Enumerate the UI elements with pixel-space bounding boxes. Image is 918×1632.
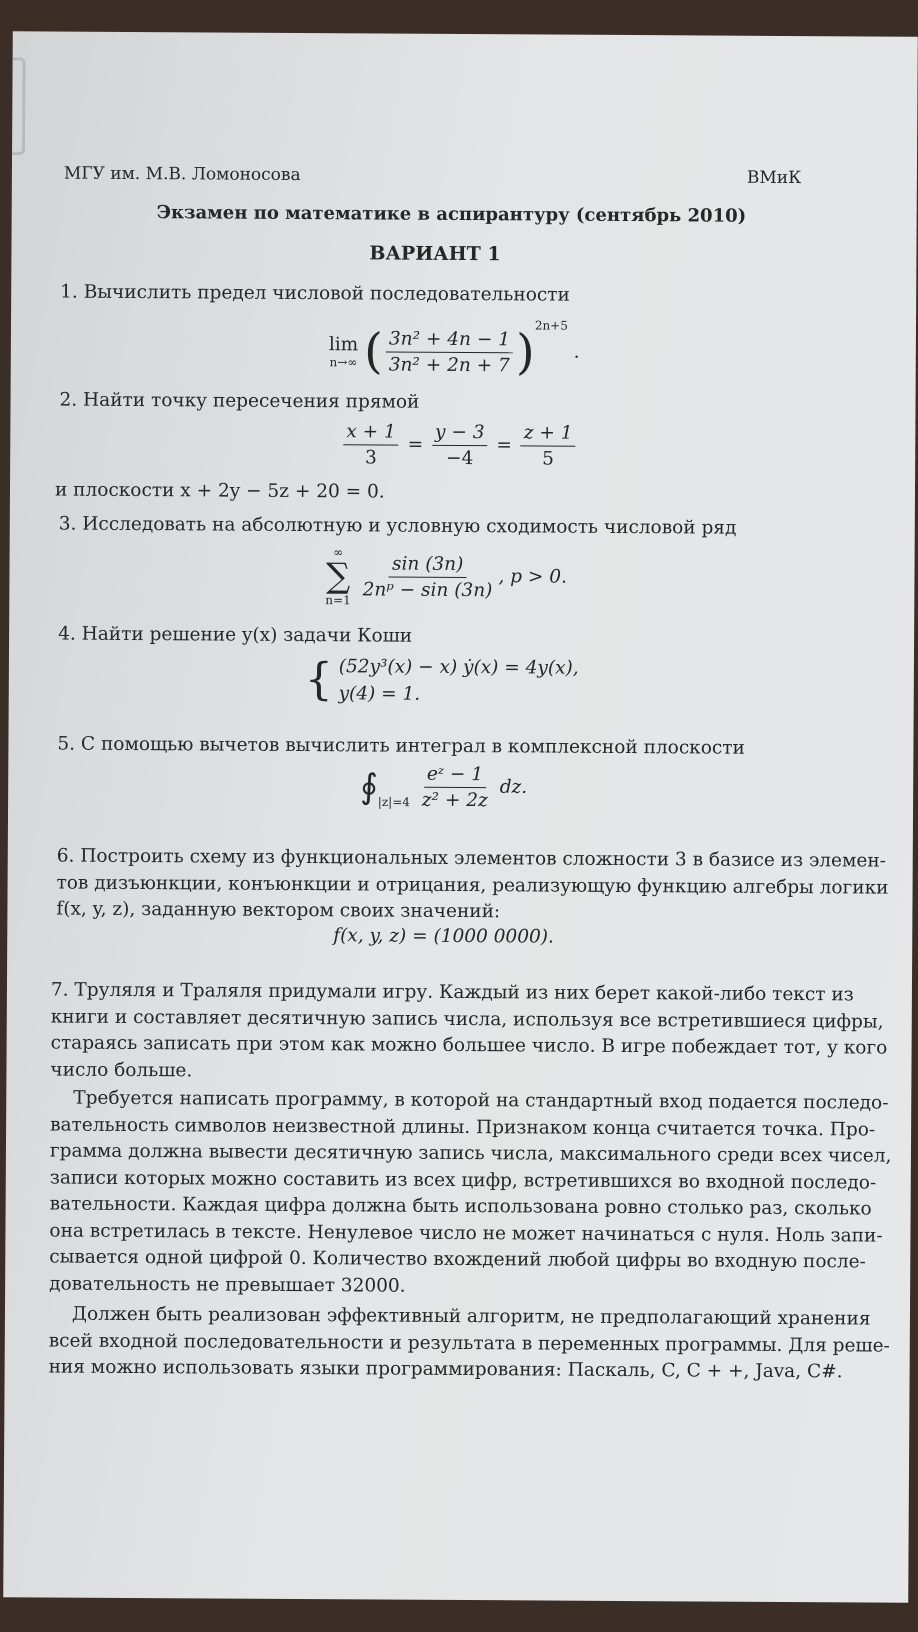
line-num-3: z + 1 [521, 422, 576, 446]
formula-cauchy [305, 653, 579, 709]
problem-6-line-3: f(x, y, z), заданную вектором своих значений: [56, 898, 501, 923]
problem-6-line-1: 6. Построить схему из функциональных элементов сложности 3 в базисе из элемен- [56, 845, 887, 872]
exam-title: Экзамен по математике в аспирантуру (сентябрь 2010) [156, 202, 747, 227]
p7-line: Должен быть реализован эффективный алгоритм, не предполагающий хранения [71, 1303, 871, 1330]
cauchy-condition: y(4) = 1. [338, 683, 421, 705]
problem-7-paragraph-2 [49, 1085, 892, 1302]
p7-line: Требуется написать программу, в которой на стандартный вход подается последо- [73, 1087, 889, 1114]
formula-line: $\frac{x + 1}{3}$ = $\frac{y - 3}{-4}$ = $\frac{z + 1}{5}$ [340, 421, 579, 469]
integral-numerator: eᶻ − 1 [424, 764, 486, 788]
system-brace: { [304, 654, 333, 706]
formula-limit: lim n→∞ ( $\frac{\text{3n² + 4n − 1}}{\text{3n² + 2n + 7}}$ )$^{2n+5}$ . [328, 318, 580, 381]
problem-2-plane: и плоскости x + 2y − 5z + 20 = 0. [54, 479, 385, 503]
p7-line: записи которых можно составить из всех цифр, встретившихся во входной последо- [49, 1166, 877, 1194]
exam-sheet [3, 31, 918, 1602]
faculty-name: ВМиК [746, 167, 802, 189]
integral-differential: dz. [499, 776, 528, 798]
p7-line: вательности. Каждая цифра должна быть использована ровно столько раз, сколько [49, 1193, 872, 1220]
p7-line: стараясь записать при этом как можно большее число. В игре побеждает тот, у кого [50, 1032, 888, 1059]
cauchy-equation: (52y³(x) − x) ẏ(x) = 4y(x), [338, 656, 579, 679]
line-num-2: y − 3 [432, 422, 488, 446]
series-denominator: 2nᵖ − sin (3n) [362, 578, 493, 601]
series-numerator: sin (3n) [389, 553, 466, 577]
boolean-function-formula: f(x, y, z) = (1000 0000). [333, 925, 554, 948]
university-name: МГУ им. М.В. Ломоносова [63, 163, 301, 186]
problem-5-text: 5. С помощью вычетов вычислить интеграл в комплексной плоскости [57, 733, 745, 759]
contour-integral-sign: ∮ [360, 766, 379, 807]
limit-operator: lim [328, 333, 359, 355]
limit-fraction [386, 328, 513, 376]
p7-line: всей входной последовательности и результата в переменных программы. Для реше- [48, 1329, 890, 1357]
problem-3-text: 3. Исследовать на абсолютную и условную сходимость числовой ряд [58, 513, 737, 539]
p7-line: книги и составляет десятичную запись числа, используя все встретившиеся цифры, [50, 1006, 884, 1033]
line-num-1: x + 1 [343, 421, 399, 445]
problem-4-text: 4. Найти решение y(x) задачи Коши [58, 623, 413, 647]
p7-line: вательность символов неизвестной длины. Признаком конца считается точка. Про- [50, 1113, 876, 1141]
line-den-2: −4 [445, 447, 474, 470]
sum-sign: ∑ [325, 556, 351, 597]
problem-1-text: 1. Вычислить предел числовой последовательности [60, 281, 570, 306]
limit-exponent: 2n+5 [534, 318, 568, 333]
problem-6-line-2: тов дизъюнкции, конъюнкции и отрицания, реализующую функцию алгебры логики [56, 872, 889, 899]
p7-line: ния можно использовать языки программирования: Паскаль, C, C + +, Java, C#. [48, 1356, 843, 1383]
series-condition: , p > 0. [498, 566, 568, 588]
p7-line: она встретилась в тексте. Ненулевое число не может начинаться с нуля. Ноль запи- [49, 1219, 883, 1247]
formula-integral [360, 763, 527, 811]
p7-line: сывается одной цифрой 0. Количество вхождений любой цифры во входную после- [49, 1246, 866, 1273]
line-den-3: 5 [542, 448, 555, 470]
problem-7-paragraph-1 [50, 978, 888, 1089]
sum-lower: n=1 [325, 593, 351, 608]
problem-2-text: 2. Найти точку пересечения прямой [59, 389, 420, 413]
line-den-1: 3 [364, 447, 377, 469]
problem-7-paragraph-3 [48, 1301, 890, 1385]
limit-denominator: 3n² + 2n + 7 [388, 354, 510, 376]
p7-line: довательность не превышает 32000. [49, 1272, 406, 1297]
limit-numerator: 3n² + 4n − 1 [386, 328, 513, 353]
variant-title: ВАРИАНТ 1 [369, 242, 501, 266]
p7-line: число больше. [50, 1059, 193, 1081]
sum-upper: ∞ [333, 545, 344, 560]
p7-line: 7. Труляля и Траляля придумали игру. Каждый из них берет какой-либо текст из [50, 979, 854, 1006]
page-content [3, 31, 918, 1602]
integral-contour: |z|=4 [377, 794, 410, 810]
formula-series [325, 545, 567, 608]
p7-line: грамма должна вывести десятичную запись числа, максимального среди всех чисел, [49, 1140, 892, 1167]
problem-6-text [56, 844, 888, 929]
limit-subscript: n→∞ [329, 354, 358, 369]
integral-denominator: z² + 2z [421, 789, 488, 812]
